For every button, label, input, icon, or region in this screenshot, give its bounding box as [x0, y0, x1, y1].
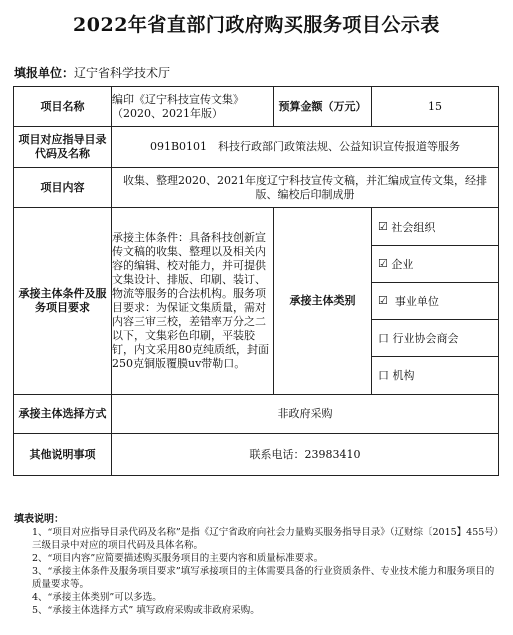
content-label: 项目内容 — [14, 168, 112, 208]
note-line: 5、“承接主体选择方式” 填写政府采购或非政府采购。 — [32, 605, 260, 616]
category-option — [372, 246, 498, 283]
budget-value: 15 — [372, 87, 499, 127]
notes-heading: 填表说明： — [14, 514, 64, 525]
budget-label: 预算金额（万元） — [274, 87, 372, 127]
filing-unit — [14, 64, 170, 81]
note-line: 1、“项目对应指导目录代码及名称”是指《辽宁省政府向社会力量购买服务指导目录》（辽财综〔2015】455号）三级目录中对应的项目代码及具体名称。 — [32, 527, 499, 551]
filing-unit-label: 填报单位： — [14, 66, 75, 80]
row-requirements — [14, 208, 499, 395]
category-options — [372, 208, 499, 395]
checkbox-icon: ☑ — [378, 220, 388, 233]
category-option-label: 社会组织 — [391, 220, 436, 234]
row-selection-method — [14, 395, 499, 434]
selection-method-value: 非政府采购 — [112, 395, 499, 434]
catalog-value: 091B0101 科技行政部门政策法规、公益知识宣传报道等服务 — [112, 127, 499, 168]
requirements-value: 承接主体条件：具备科技创新宣传文稿的收集、整理以及相关内容的编辑、校对能力，并可提供文集设计、排版、印刷、装订、物流等服务的合法机构。服务项目要求：为保证文集质量，需对内容三审三校，差错率万分之二以下，文集彩色印刷，平装胶钉，内文采用80克纯质纸，封面250克铜版覆膜uv带勒口。 — [112, 208, 274, 395]
selection-method-label: 承接主体选择方式 — [14, 395, 112, 434]
checkbox-icon: 口 — [378, 331, 389, 345]
filling-notes — [14, 513, 502, 617]
content-value: 收集、整理2020、2021年度辽宁科技宣传文稿，并汇编成宣传文集，经排版、编校后印制成册 — [112, 168, 499, 208]
checkbox-icon: 口 — [378, 369, 389, 382]
project-name-value: 编印《辽宁科技宣传文集》（2020、2021年版） — [112, 87, 274, 127]
category-label: 承接主体类别 — [274, 208, 372, 395]
requirements-label: 承接主体条件及服务项目要求 — [14, 208, 112, 395]
category-option-label: 事业单位 — [394, 294, 439, 308]
row-content — [14, 168, 499, 208]
page-title: 2022年省直部门政府购买服务项目公示表 — [73, 14, 440, 36]
catalog-label: 项目对应指导目录代码及名称 — [14, 127, 112, 168]
project-name-label: 项目名称 — [14, 87, 112, 127]
checkbox-icon: ☑ — [378, 294, 388, 307]
row-other — [14, 434, 499, 476]
category-option-label: 企业 — [391, 257, 414, 271]
category-option — [372, 209, 498, 246]
note-line: 4、“承接主体类别”可以多选。 — [32, 592, 162, 603]
category-option — [372, 320, 498, 357]
row-catalog — [14, 127, 499, 168]
filing-unit-value: 辽宁省科学技术厅 — [74, 66, 171, 80]
other-value: 联系电话：23983410 — [112, 434, 499, 476]
row-project-name — [14, 87, 499, 127]
category-option — [372, 283, 498, 320]
category-option-label: 行业协会商会 — [392, 331, 459, 345]
note-line: 3、“承接主体条件及服务项目要求”填写承接项目的主体需要具备的行业资质条件、专业技术能力和服务项目的质量要求等。 — [32, 566, 495, 590]
other-label: 其他说明事项 — [14, 434, 112, 476]
checkbox-icon: ☑ — [378, 257, 388, 270]
category-option-label: 机构 — [392, 369, 415, 382]
note-line: 2、“项目内容”应简要描述购买服务项目的主要内容和质量标准要求。 — [32, 553, 324, 564]
category-option — [372, 357, 498, 394]
project-table — [13, 86, 499, 476]
